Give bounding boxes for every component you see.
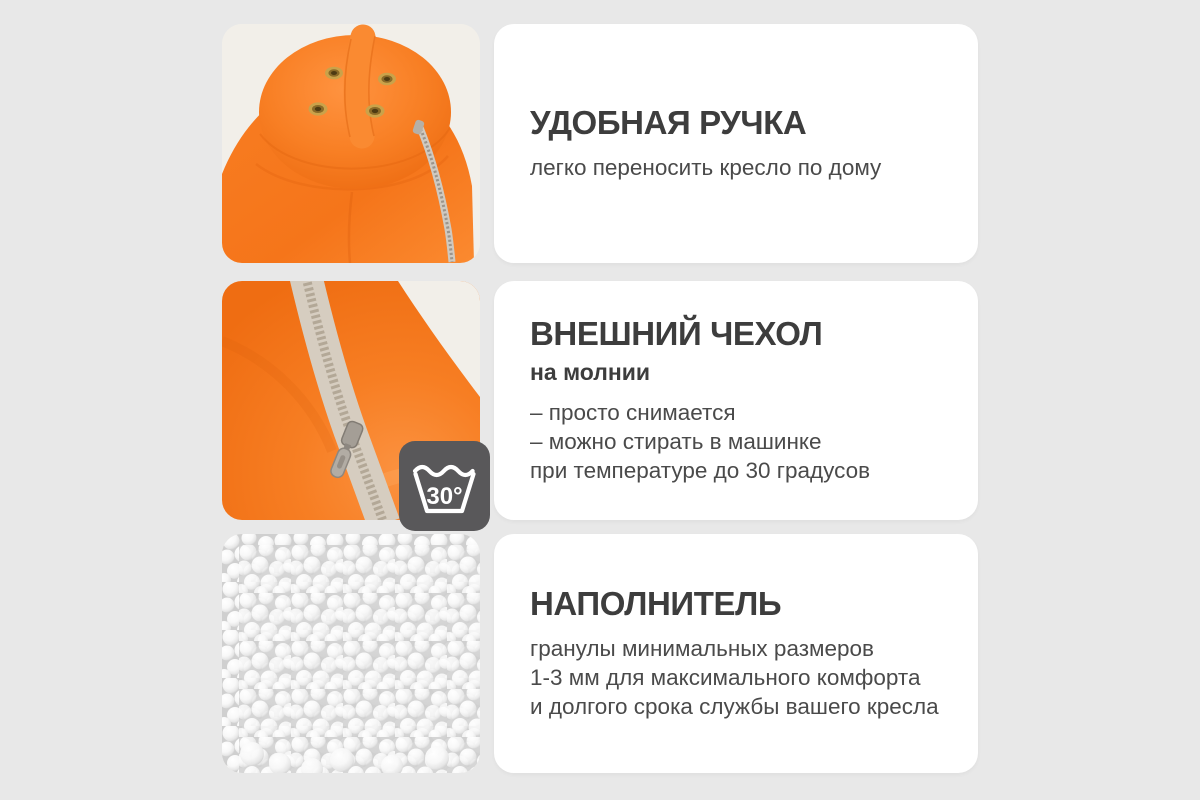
feature-line: 1-3 мм для максимального комфорта — [530, 665, 921, 691]
feature-subtitle: на молнии — [530, 358, 651, 385]
foam-beads-photo — [222, 534, 480, 773]
feature-description — [530, 153, 948, 182]
feature-card-filler — [494, 534, 978, 773]
wash-temperature-label: 30° — [426, 483, 463, 510]
feature-line: – просто снимается — [530, 399, 736, 425]
bean-bag-illustration — [222, 24, 480, 263]
feature-card-cover — [494, 281, 978, 520]
feature-line: легко переносить кресло по дому — [530, 155, 882, 181]
feature-line: гранулы минимальных размеров — [530, 636, 874, 662]
feature-line: – можно стирать в машинке — [530, 428, 822, 454]
feature-title: НАПОЛНИТЕЛЬ — [530, 584, 782, 622]
feature-title: ВНЕШНИЙ ЧЕХОЛ — [530, 315, 823, 353]
feature-title: УДОБНАЯ РУЧКА — [530, 103, 807, 141]
bean-bag-top-handle-photo — [222, 24, 480, 263]
feature-description — [530, 398, 948, 485]
feature-card-handle — [494, 24, 978, 263]
feature-line: при температуре до 30 градусов — [530, 457, 871, 483]
feature-line: и долгого срока службы вашего кресла — [530, 694, 939, 720]
wash-tub-30-icon — [399, 441, 490, 531]
feature-description — [530, 634, 948, 721]
foam-beads-illustration — [222, 534, 480, 773]
